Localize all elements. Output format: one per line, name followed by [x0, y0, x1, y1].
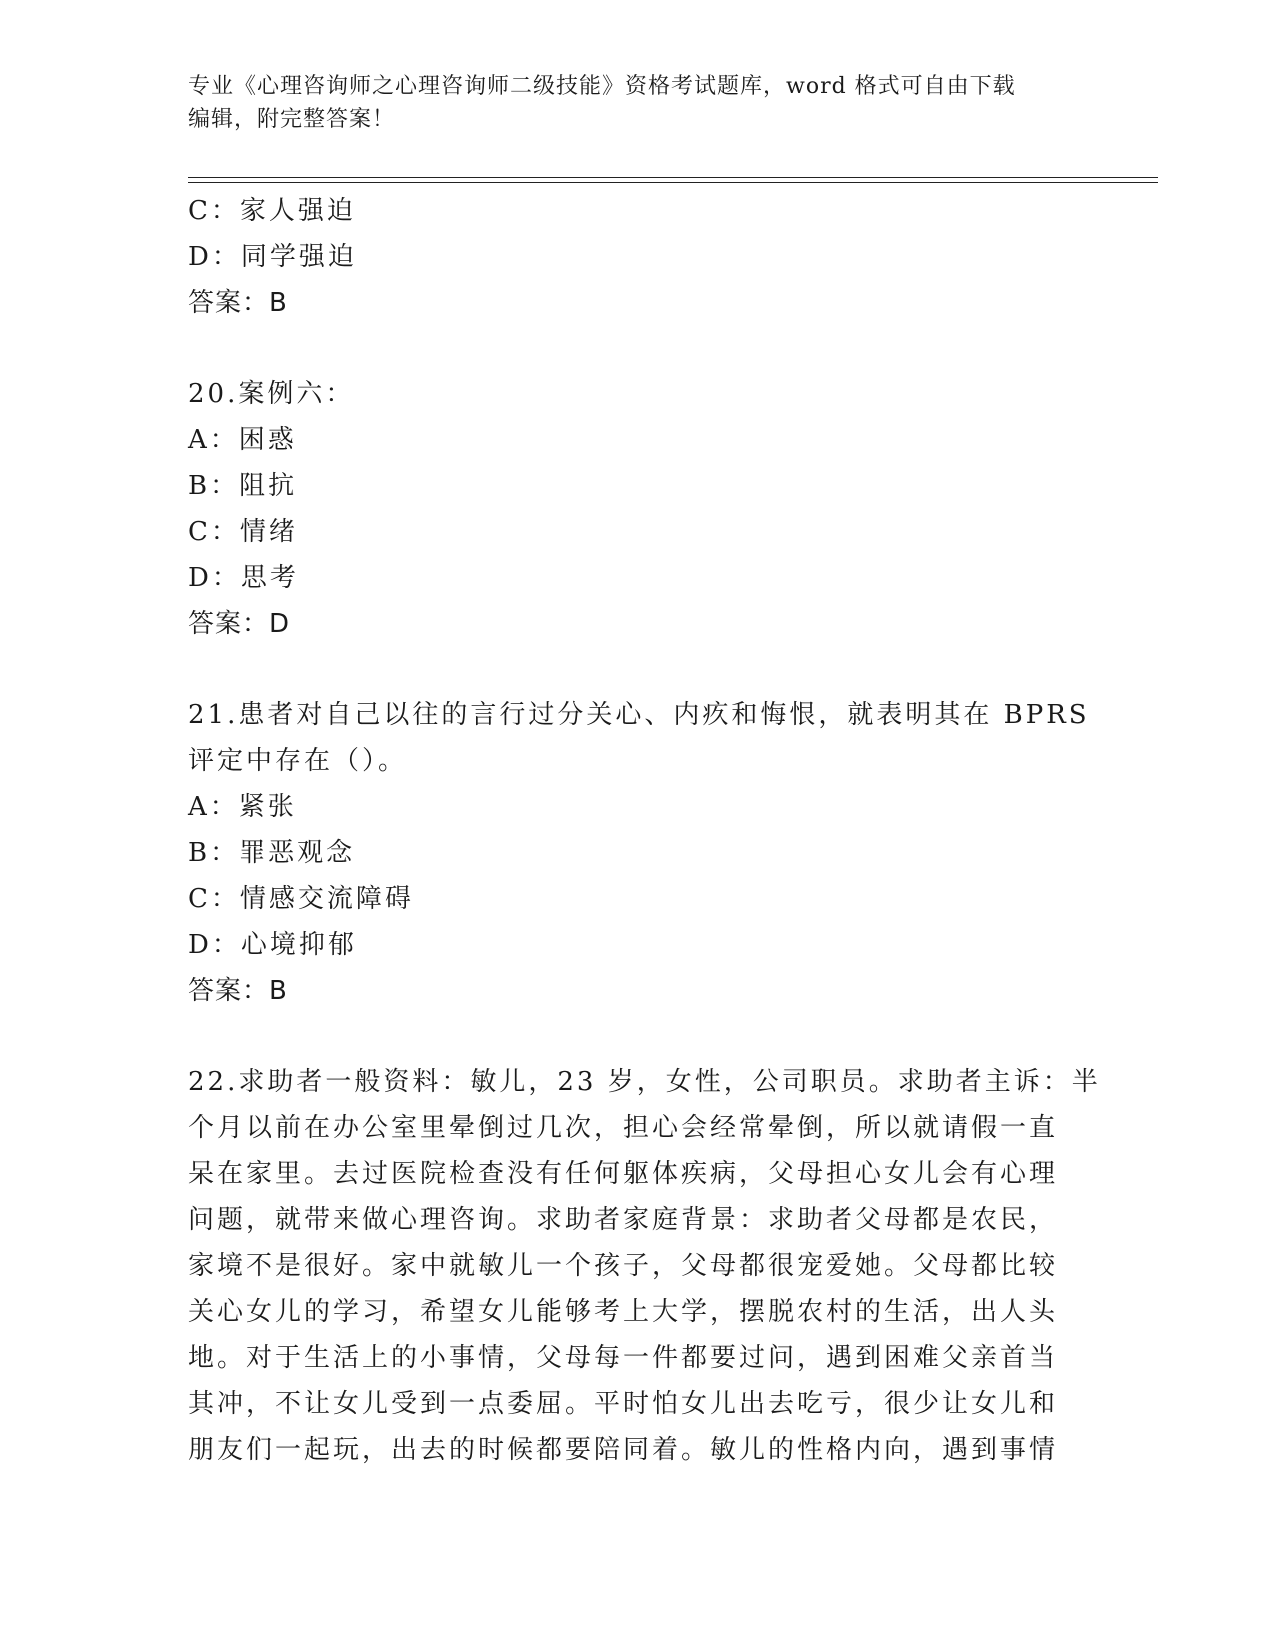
question-stem-line: 21.患者对自己以往的言行过分关心、内疚和悔恨，就表明其在 BPRS [188, 700, 1090, 730]
option-c: C：情绪 [188, 517, 298, 547]
question-stem: 20.案例六： [188, 379, 355, 409]
option-d: D：心境抑郁 [188, 930, 357, 960]
option-c: C：情感交流障碍 [188, 884, 414, 914]
question-stem-line: 22.求助者一般资料：敏儿，23 岁，女性，公司职员。求助者主诉：半 [188, 1067, 1101, 1097]
document-header [188, 70, 1088, 136]
option-d: D：思考 [188, 563, 299, 593]
question-21 [188, 692, 1088, 1014]
question-stem-line: 问题，就带来做心理咨询。求助者家庭背景：求助者父母都是农民， [188, 1205, 1059, 1235]
answer-line: 答案：D [188, 609, 291, 639]
question-content [188, 188, 1101, 1473]
question-stem-line: 个月以前在办公室里晕倒过几次，担心会经常晕倒，所以就请假一直 [188, 1113, 1059, 1143]
header-line-1: 专业《心理咨询师之心理咨询师二级技能》资格考试题库，word 格式可自由下载 [188, 74, 1016, 99]
question-22 [188, 1059, 1101, 1473]
option-b: B：阻抗 [188, 471, 298, 501]
header-line-2: 编辑，附完整答案！ [188, 107, 396, 132]
header-divider-top [188, 177, 1158, 178]
option-a: A：困惑 [188, 425, 297, 455]
option-b: B：罪恶观念 [188, 838, 356, 868]
question-stem-line: 家境不是很好。家中就敏儿一个孩子，父母都很宠爱她。父母都比较 [188, 1251, 1059, 1281]
header-divider-bottom [188, 182, 1158, 183]
answer-line: 答案：B [188, 288, 288, 318]
question-stem-line: 地。对于生活上的小事情，父母每一件都要过问，遇到困难父亲首当 [188, 1343, 1059, 1373]
question-stem-line: 呆在家里。去过医院检查没有任何躯体疾病，父母担心女儿会有心理 [188, 1159, 1059, 1189]
answer-line: 答案：B [188, 976, 288, 1006]
option-c: C：家人强迫 [188, 196, 356, 226]
option-d: D：同学强迫 [188, 242, 357, 272]
option-a: A：紧张 [188, 792, 297, 822]
question-stem-line: 其冲，不让女儿受到一点委屈。平时怕女儿出去吃亏，很少让女儿和 [188, 1389, 1059, 1419]
question-20 [188, 371, 1088, 647]
question-stem-line: 关心女儿的学习，希望女儿能够考上大学，摆脱农村的生活，出人头 [188, 1297, 1059, 1327]
question-stem-line: 朋友们一起玩，出去的时候都要陪同着。敏儿的性格内向，遇到事情 [188, 1435, 1059, 1465]
question-stem-line: 评定中存在（）。 [188, 746, 408, 776]
question-19-tail [188, 188, 1088, 326]
